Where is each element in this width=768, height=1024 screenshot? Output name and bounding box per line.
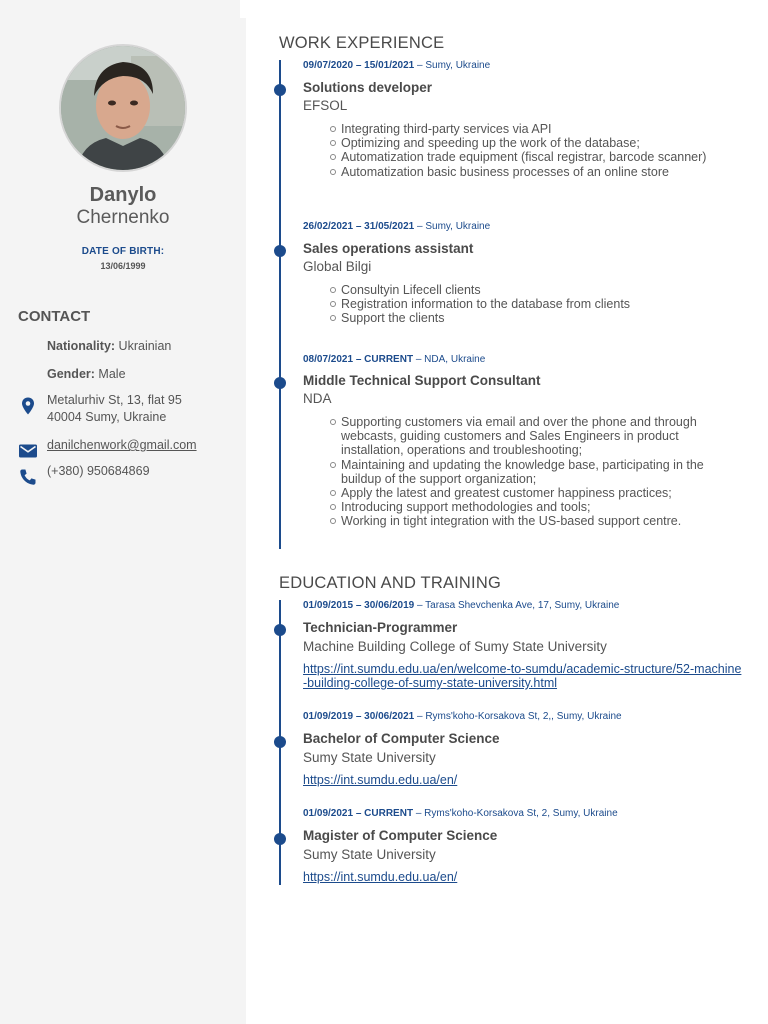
timeline-dot xyxy=(274,736,286,748)
sidebar-top xyxy=(0,0,240,18)
work-duties-list xyxy=(341,283,736,326)
timeline-dot xyxy=(274,624,286,636)
work-date-range: 09/07/2020 – 15/01/2021 xyxy=(303,60,415,71)
edu-entry-date xyxy=(303,600,619,611)
email-row xyxy=(47,437,197,454)
edu-institution: Sumy State University xyxy=(303,750,436,765)
list-item: Optimizing and speeding up the work of the database; xyxy=(341,136,736,150)
work-entry-date xyxy=(303,354,485,365)
edu-degree: Technician-Programmer xyxy=(303,620,458,635)
avatar-photo xyxy=(61,46,185,170)
contact-title: CONTACT xyxy=(18,308,91,325)
edu-entry-date xyxy=(303,808,618,819)
work-location: – Sumy, Ukraine xyxy=(414,60,491,71)
edu-institution: Machine Building College of Sumy State University xyxy=(303,639,607,654)
edu-location: – Ryms'koho-Korsakova St, 2,, Sumy, Ukraine xyxy=(414,711,622,722)
edu-entry-date xyxy=(303,711,622,722)
map-pin-icon xyxy=(18,396,38,416)
list-item: Integrating third-party services via API xyxy=(341,122,736,136)
list-item: Introducing support methodologies and tools; xyxy=(341,500,736,514)
gender-label: Gender: xyxy=(47,367,95,381)
first-name: Danylo xyxy=(89,184,157,206)
work-date-range: 08/07/2021 – CURRENT xyxy=(303,354,414,365)
edu-location: – Ryms'koho-Korsakova St, 2, Sumy, Ukraine xyxy=(413,808,618,819)
work-duties-list xyxy=(341,122,736,179)
nationality-value: Ukrainian xyxy=(118,339,172,353)
address-line-1: Metalurhiv St, 13, flat 95 xyxy=(47,393,182,407)
address-line-2: 40004 Sumy, Ukraine xyxy=(47,410,167,424)
edu-date-range: 01/09/2015 – 30/06/2019 xyxy=(303,600,415,611)
nationality-row xyxy=(47,338,171,355)
list-item: Supporting customers via email and over the phone and through webcasts, guiding customers and Sales Engineers in product installation, operations and troubleshooting; xyxy=(341,415,736,458)
work-company: Global Bilgi xyxy=(303,259,372,274)
phone-number: (+380) 950684869 xyxy=(47,464,150,478)
dob-label: DATE OF BIRTH: xyxy=(81,246,165,257)
list-item: Working in tight integration with the US-based support centre. xyxy=(341,514,736,528)
list-item: Automatization trade equipment (fiscal registrar, barcode scanner) xyxy=(341,150,736,164)
list-item: Consultyin Lifecell clients xyxy=(341,283,736,297)
work-position: Middle Technical Support Consultant xyxy=(303,373,541,388)
education-section-title: EDUCATION AND TRAINING xyxy=(279,574,501,592)
work-location: – NDA, Ukraine xyxy=(413,354,486,365)
work-date-range: 26/02/2021 – 31/05/2021 xyxy=(303,221,415,232)
phone-row xyxy=(47,463,150,480)
timeline-dot xyxy=(274,833,286,845)
address xyxy=(47,392,182,426)
list-item: Maintaining and updating the knowledge base, participating in the buildup of the support organization; xyxy=(341,458,736,486)
edu-degree: Bachelor of Computer Science xyxy=(303,731,500,746)
edu-link[interactable]: https://int.sumdu.edu.ua/en/welcome-to-sumdu/academic-structure/52-machine-building-college-of-sumy-state-university.html xyxy=(303,662,742,690)
work-timeline xyxy=(279,60,281,549)
avatar xyxy=(59,44,187,172)
list-item: Apply the latest and greatest customer happiness practices; xyxy=(341,486,736,500)
work-location: – Sumy, Ukraine xyxy=(414,221,491,232)
envelope-icon xyxy=(18,441,38,461)
work-duties-list xyxy=(341,415,736,529)
edu-institution: Sumy State University xyxy=(303,847,436,862)
list-item: Support the clients xyxy=(341,311,736,325)
timeline-dot xyxy=(274,84,286,96)
last-name: Chernenko xyxy=(76,207,170,228)
edu-location: – Tarasa Shevchenka Ave, 17, Sumy, Ukraine xyxy=(414,600,620,611)
edu-link[interactable]: https://int.sumdu.edu.ua/en/ xyxy=(303,870,458,884)
work-position: Solutions developer xyxy=(303,80,433,95)
gender-value: Male xyxy=(98,367,126,381)
edu-degree: Magister of Computer Science xyxy=(303,828,498,843)
gender-row xyxy=(47,366,126,383)
email-link[interactable]: danilchenwork@gmail.com xyxy=(47,438,197,452)
list-item: Automatization basic business processes of an online store xyxy=(341,165,736,179)
edu-date-range: 01/09/2021 – CURRENT xyxy=(303,808,414,819)
phone-icon xyxy=(18,467,38,487)
work-position: Sales operations assistant xyxy=(303,241,474,256)
edu-link[interactable]: https://int.sumdu.edu.ua/en/ xyxy=(303,773,458,787)
edu-date-range: 01/09/2019 – 30/06/2021 xyxy=(303,711,415,722)
work-company: EFSOL xyxy=(303,98,348,113)
timeline-dot xyxy=(274,377,286,389)
list-item: Registration information to the database from clients xyxy=(341,297,736,311)
work-entry-date xyxy=(303,221,490,232)
timeline-dot xyxy=(274,245,286,257)
nationality-label: Nationality: xyxy=(47,339,116,353)
dob-value: 13/06/1999 xyxy=(100,261,146,271)
work-entry-date xyxy=(303,60,490,71)
work-section-title: WORK EXPERIENCE xyxy=(279,34,445,52)
work-company: NDA xyxy=(303,391,332,406)
